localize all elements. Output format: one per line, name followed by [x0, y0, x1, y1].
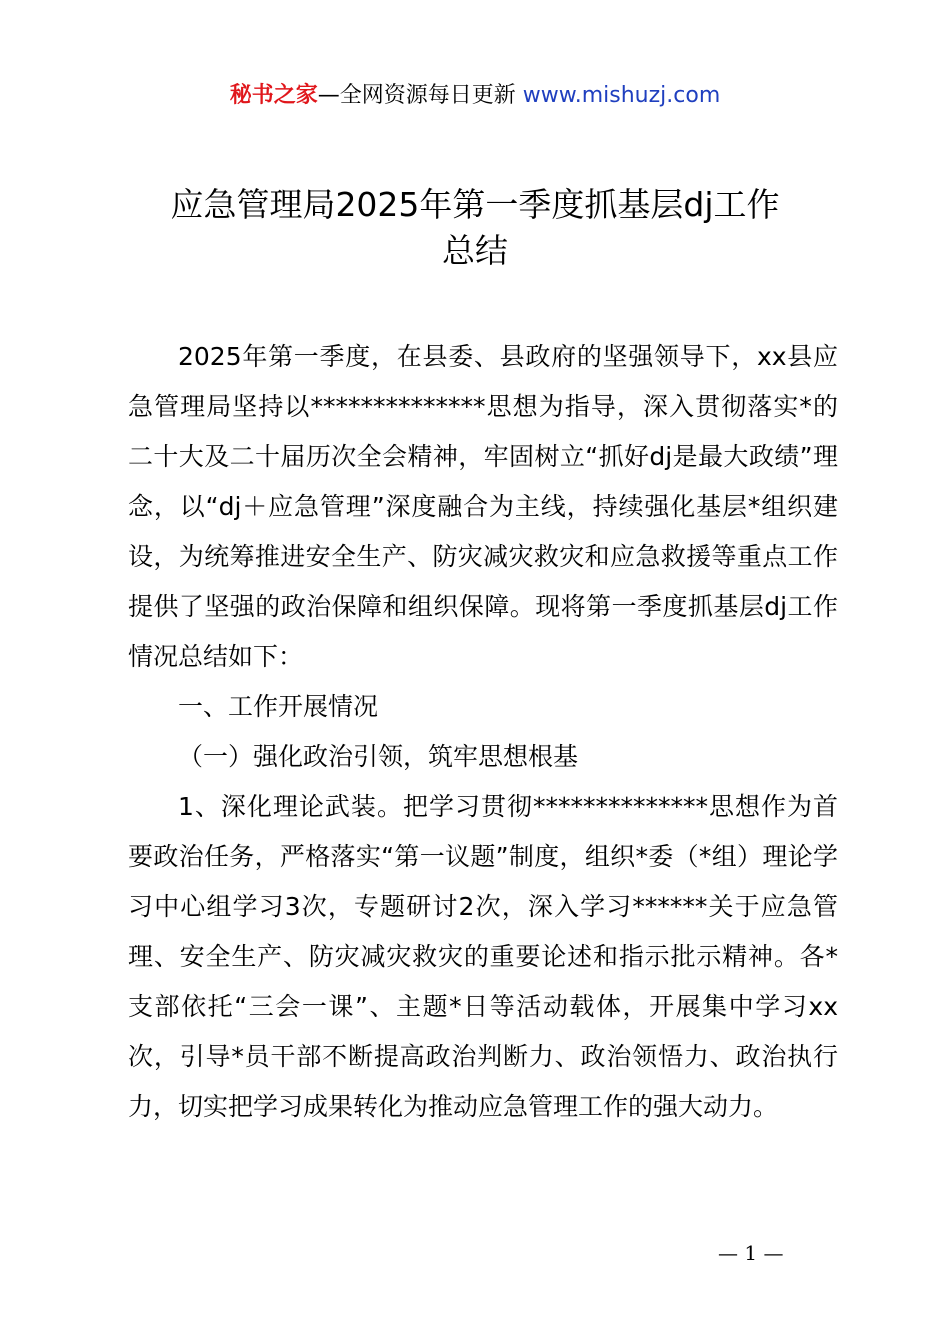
document-title: [120, 182, 830, 274]
header-url-link[interactable]: www.mishuzj.com: [522, 83, 721, 108]
watermark-header: [0, 80, 950, 112]
subsection-heading-1: （一）强化政治引领，筑牢思想根基: [178, 742, 579, 771]
page-number: — 1 —: [718, 1241, 784, 1265]
title-line-1: 应急管理局2025年第一季度抓基层dj工作: [170, 185, 780, 224]
section-heading-1: 一、工作开展情况: [178, 692, 379, 721]
document-body: [128, 332, 838, 1132]
title-line-2: 总结: [442, 231, 508, 270]
brand-name: 秘书之家: [229, 83, 318, 108]
item-paragraph-1: 1、深化理论武装。把学习贯彻**************思想作为首要政治任务，严格落实“第一议题”制度，组织*委（*组）理论学习中心组学习3次，专题研讨2次，深入学习******关于应急管理、安全生产、防灾减灾救灾的重要论述和指示批示精神。各*支部依托“三会一课”、主题*日等活动载体，开展集中学习xx次，引导*员干部不断提高政治判断力、政治领悟力、政治执行力，切实把学习成果转化为推动应急管理工作的强大动力。: [128, 792, 838, 1121]
intro-paragraph: 2025年第一季度，在县委、县政府的坚强领导下，xx县应急管理局坚持以**************思想为指导，深入贯彻落实*的二十大及二十届历次全会精神，牢固树立“抓好dj是最大政绩”理念，以“dj＋应急管理”深度融合为主线，持续强化基层*组织建设，为统筹推进安全生产、防灾减灾救灾和应急救援等重点工作提供了坚强的政治保障和组织保障。现将第一季度抓基层dj工作情况总结如下：: [128, 342, 838, 671]
header-tagline: —全网资源每日更新: [317, 83, 523, 108]
